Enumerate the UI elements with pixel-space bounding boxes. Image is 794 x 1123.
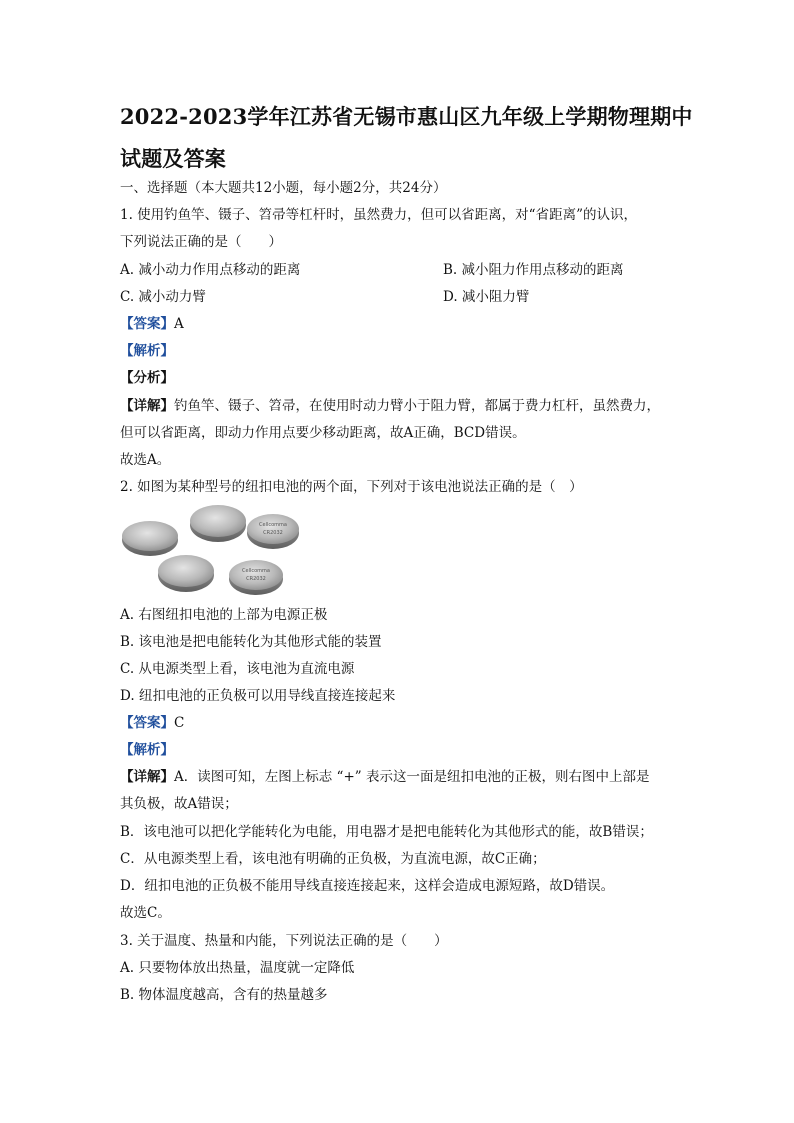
q2-analysis — [120, 741, 174, 759]
answer-value: C — [174, 715, 185, 731]
battery-model-text: CR2032 — [263, 530, 283, 536]
q2-option-c: C. 从电源类型上看，该电池为直流电源 — [120, 661, 355, 677]
answer-tag: 【答案】 — [120, 715, 174, 731]
detail-tag: 【详解】 — [120, 769, 174, 785]
q1-detail-line-1 — [120, 397, 660, 415]
q2-detail-b: B．该电池可以把化学能转化为电能，用电器才是把电能转化为其他形式的能，故B错误； — [120, 824, 653, 840]
button-battery-photo — [118, 503, 304, 597]
battery-brand-text: Cellcomma — [259, 522, 287, 528]
q2-detail-d: D．纽扣电池的正负极不能用导线直接连接起来，这样会造成电源短路，故D错误。 — [120, 878, 615, 894]
q1-analysis — [120, 342, 174, 360]
q1-option-c: C. 减小动力臂 — [120, 289, 206, 305]
q1-option-a: A. 减小动力作用点移动的距离 — [120, 262, 301, 278]
detail-tag: 【详解】 — [120, 398, 174, 414]
q2-detail-a-line-2: 其负极，故A错误； — [120, 796, 238, 812]
q1-stem-line-1: 1. 使用钓鱼竿、镊子、笤帚等杠杆时，虽然费力，但可以省距离，对“省距离”的认识， — [120, 207, 637, 223]
q2-option-a: A. 右图纽扣电池的上部为电源正极 — [120, 607, 328, 623]
section-heading: 一、选择题（本大题共12小题，每小题2分，共24分） — [120, 180, 447, 196]
q2-option-b: B. 该电池是把电能转化为其他形式能的装置 — [120, 634, 382, 650]
q1-option-d: D. 减小阻力臂 — [443, 289, 530, 305]
battery-coin-left — [122, 521, 178, 556]
q3-stem: 3. 关于温度、热量和内能，下列说法正确的是（ ） — [120, 933, 448, 949]
q2-conclusion: 故选C。 — [120, 905, 171, 921]
q2-option-d: D. 纽扣电池的正负极可以用导线直接连接起来 — [120, 688, 396, 704]
battery-brand-text-2: Cellcomma — [242, 568, 270, 574]
q3-option-a: A. 只要物体放出热量，温度就一定降低 — [120, 960, 355, 976]
q1-option-b: B. 减小阻力作用点移动的距离 — [443, 262, 624, 278]
q1-conclusion: 故选A。 — [120, 452, 171, 468]
q1-detail-line-2: 但可以省距离，即动力作用点要少移动距离，故A正确，BCD错误。 — [120, 425, 526, 441]
detail-text: A．读图可知，左图上标志 “+” 表示这一面是纽扣电池的正极，则右图中上部是 — [174, 769, 650, 785]
q1-stem-line-2: 下列说法正确的是（ ） — [120, 234, 282, 250]
q2-answer — [120, 714, 184, 732]
battery-coin-right-top — [247, 514, 299, 549]
q2-detail-c: C．从电源类型上看，该电池有明确的正负极，为直流电源，故C正确； — [120, 851, 546, 867]
q2-detail-a-line-1 — [120, 768, 649, 786]
battery-coin-bottom — [158, 555, 214, 592]
q1-answer — [120, 315, 184, 333]
analysis-tag: 【解析】 — [120, 742, 174, 758]
q2-stem: 2. 如图为某种型号的纽扣电池的两个面，下列对于该电池说法正确的是（ ） — [120, 479, 583, 495]
battery-coin-top — [190, 505, 246, 542]
q3-option-b: B. 物体温度越高，含有的热量越多 — [120, 987, 328, 1003]
document-title — [120, 96, 720, 180]
title-line-2: 试题及答案 — [120, 146, 226, 171]
detail-text: 钓鱼竿、镊子、笤帚，在使用时动力臂小于阻力臂，都属于费力杠杆，虽然费力， — [174, 398, 660, 414]
answer-tag: 【答案】 — [120, 316, 174, 332]
battery-model-text-2: CR2032 — [246, 576, 266, 582]
battery-coin-bottom-right — [229, 560, 283, 595]
analysis-tag: 【解析】 — [120, 343, 174, 359]
q1-fenxi: 【分析】 — [120, 370, 174, 386]
title-line-1: 2022-2023学年江苏省无锡市惠山区九年级上学期物理期中 — [120, 104, 693, 129]
answer-value: A — [174, 316, 184, 332]
